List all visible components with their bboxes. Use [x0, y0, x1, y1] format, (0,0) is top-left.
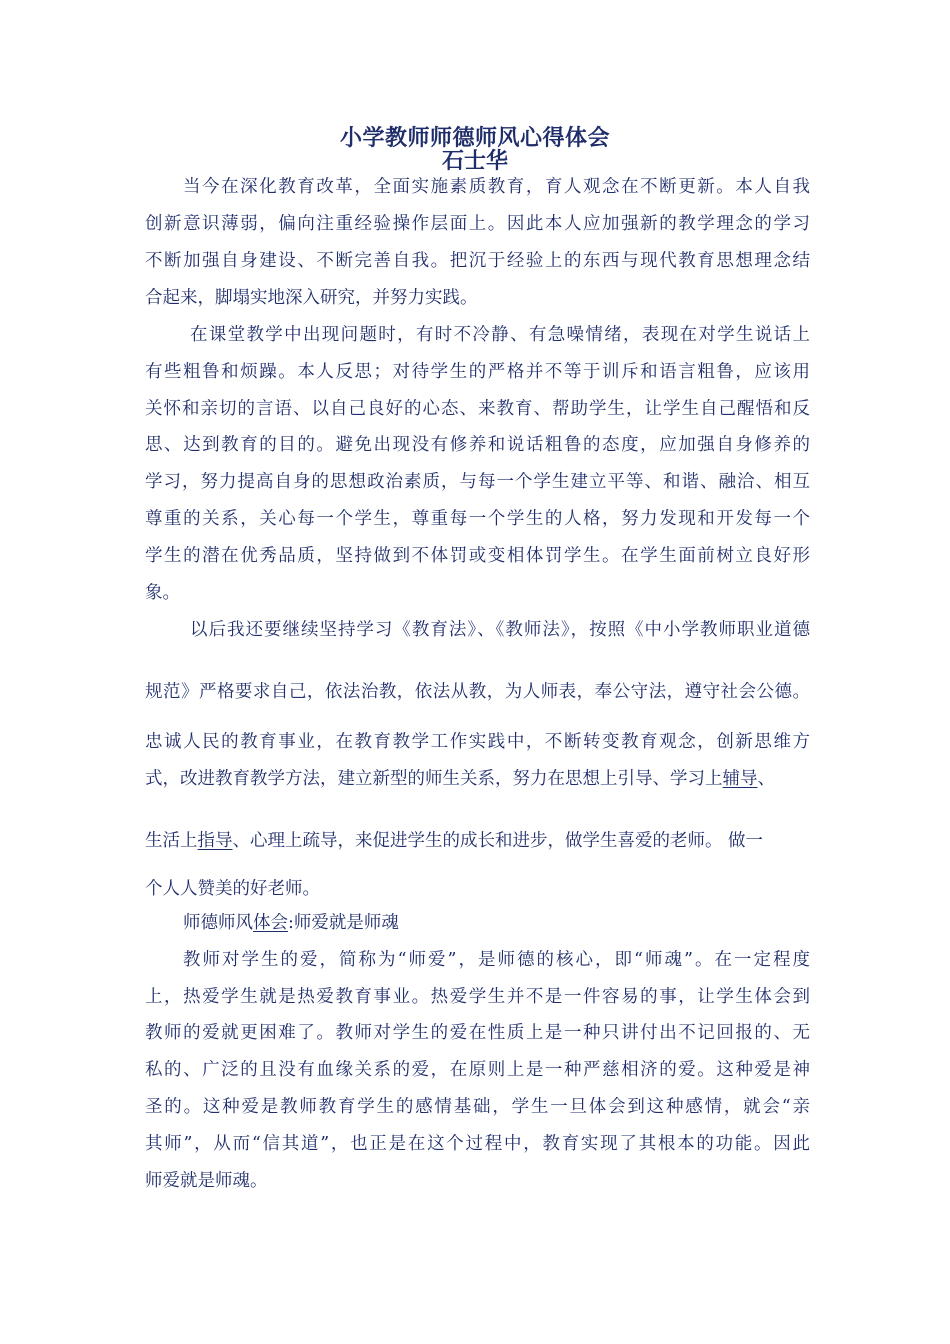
paragraph-line: 尊重的关系，关心每一个学生，尊重每一个学生的人格，努力发现和开发每一个 [145, 509, 810, 529]
paragraph-line: 学习，努力提高自身的思想政治素质，与每一个学生建立平等、和谐、融洽、相互 [145, 472, 810, 492]
paragraph-line: 忠诚人民的教育事业，在教育教学工作实践中，不断转变教育观念，创新思维方 [145, 732, 810, 752]
heading-text: 师德师风 [183, 913, 253, 933]
paragraph-line [145, 829, 810, 853]
paragraph-line: 学生的潜在优秀品质，坚持做到不体罚或变相体罚学生。在学生面前树立良好形 [145, 546, 810, 566]
paragraph-line: 私的、广泛的且没有血缘关系的爱，在原则上是一种严慈相济的爱。这种爱是神 [145, 1060, 810, 1080]
paragraph-line: 合起来，脚塌实地深入研究，并努力实践。 [145, 288, 478, 308]
paragraph-line [145, 767, 810, 791]
paragraph-line: 上，热爱学生就是热爱教育事业。热爱学生并不是一件容易的事，让学生体会到 [145, 987, 810, 1007]
paragraph-line: 不断加强自身建设、不断完善自我。把沉于经验上的东西与现代教育思想理念结 [145, 251, 810, 271]
section-heading [183, 911, 810, 935]
paragraph-line: 其师”，从而“信其道”，也正是在这个过程中，教育实现了其根本的功能。因此 [145, 1134, 810, 1154]
paragraph-line: 关怀和亲切的言语、以自己良好的心态、来教育、帮助学生，让学生自己醒悟和反 [145, 399, 810, 419]
paragraph-line: 象。 [145, 583, 180, 603]
paragraph-line: 有些粗鲁和烦躁。本人反思；对待学生的严格并不等于训斥和语言粗鲁，应该用 [145, 362, 810, 382]
paragraph-line: 个人人赞美的好老师。 [145, 879, 320, 899]
line-text: 、 [757, 769, 775, 789]
paragraph-line: 当今在深化教育改革，全面实施素质教育，育人观念在不断更新。本人自我 [183, 177, 810, 197]
paragraph-line: 规范》严格要求自己，依法治教，依法从教，为人师表，奉公守法，遵守社会公德。 [145, 682, 810, 702]
paragraph-line: 教师对学生的爱，简称为“师爱”，是师德的核心，即“师魂”。在一定程度 [183, 950, 810, 970]
heading-text: :师爱就是师魂 [288, 913, 399, 933]
paragraph-line: 以后我还要继续坚持学习《教育法》、《教师法》，按照《中小学教师职业道德 [190, 620, 810, 640]
link-fudao[interactable]: 辅导 [722, 769, 758, 789]
line-text: 式，改进教育教学方法，建立新型的师生关系，努力在思想上引导、学习上 [145, 769, 723, 789]
paragraph-line: 在课堂教学中出现问题时，有时不冷静、有急噪情绪，表现在对学生说话上 [190, 325, 810, 345]
paragraph-line: 教师的爱就更困难了。教师对学生的爱在性质上是一种只讲付出不记回报的、无 [145, 1023, 810, 1043]
link-zhidao[interactable]: 指导 [197, 831, 233, 851]
link-tihui[interactable]: 体会 [253, 913, 288, 933]
paragraph-line: 师爱就是师魂。 [145, 1171, 268, 1191]
line-text: 生活上 [145, 831, 198, 851]
document-author: 石士华 [441, 148, 508, 174]
paragraph-line: 思、达到教育的目的。避免出现没有修养和说话粗鲁的态度，应加强自身修养的 [145, 435, 810, 455]
paragraph-line: 圣的。这种爱是教师教育学生的感情基础，学生一旦体会到这种感情，就会“亲 [145, 1097, 810, 1117]
paragraph-line: 创新意识薄弱，偏向注重经验操作层面上。因此本人应加强新的教学理念的学习 [145, 214, 810, 234]
document-title: 小学教师师德师风心得体会 [339, 125, 610, 151]
line-text: 、心理上疏导，来促进学生的成长和进步，做学生喜爱的老师。 做一 [232, 831, 764, 851]
